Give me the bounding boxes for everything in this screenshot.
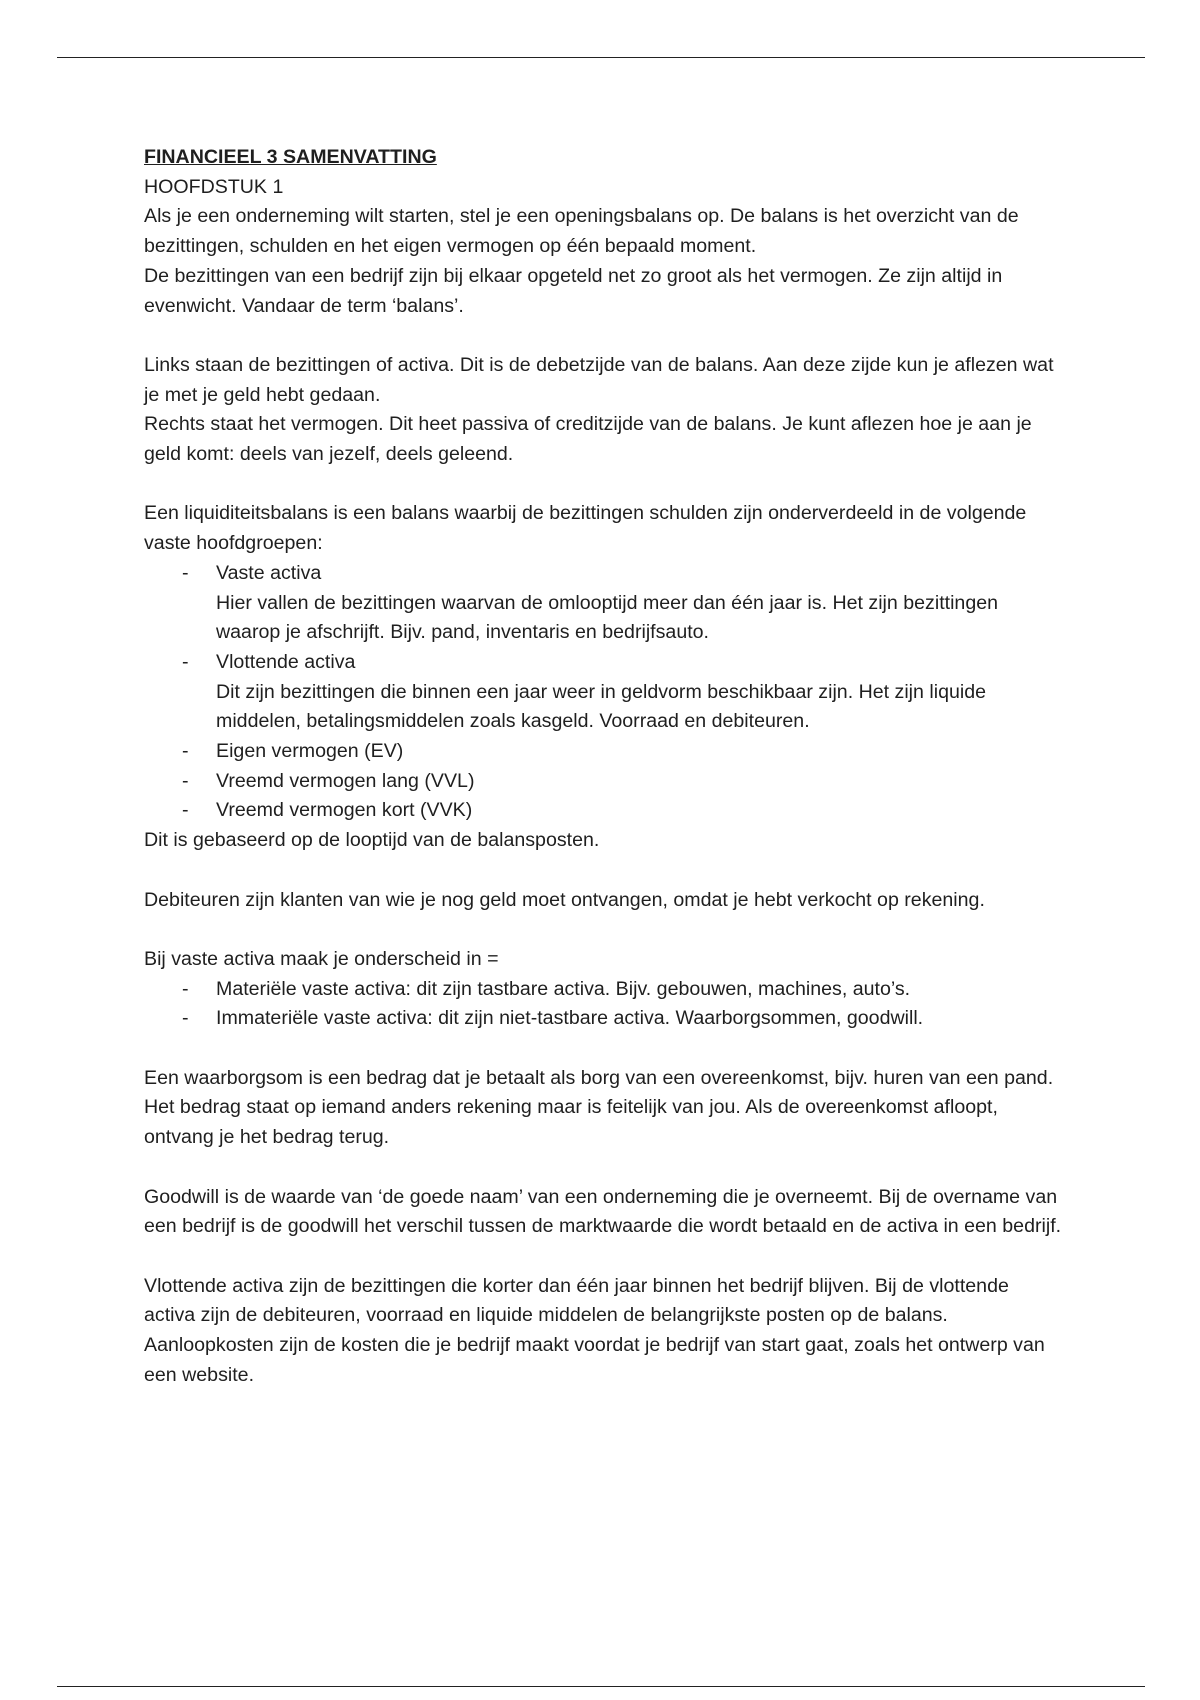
list-item: - Immateriële vaste activa: dit zijn niet-tastbare activa. Waarborgsommen, goodwill. bbox=[144, 1004, 1064, 1034]
footer-rule bbox=[57, 1686, 1145, 1687]
spacer bbox=[144, 856, 1064, 886]
list-item bbox=[144, 648, 1064, 737]
paragraph-waarborgsom: Een waarborgsom is een bedrag dat je betaalt als borg van een overeenkomst, bijv. huren van een pand. Het bedrag staat op iemand anders rekening maar is feitelijk van jou. Als de overeenkomst afloopt, ontvang je het bedrag terug. bbox=[144, 1066, 1054, 1149]
list-item bbox=[144, 796, 1064, 826]
paragraph-passiva: Rechts staat het vermogen. Dit heet passiva of creditzijde van de balans. Je kunt aflezen hoe je aan je geld komt: deels van jezelf, deels geleend. bbox=[144, 413, 1032, 466]
paragraph-looptijd: Dit is gebaseerd op de looptijd van de balansposten. bbox=[144, 829, 600, 852]
list-item bbox=[144, 559, 1064, 648]
spacer bbox=[144, 1242, 1064, 1272]
paragraph-openingsbalans: Als je een onderneming wilt starten, stel je een openingsbalans op. De balans is het overzicht van de bezittingen, schulden en het eigen vermogen op één bepaald moment. bbox=[144, 205, 1019, 258]
list-item bbox=[144, 767, 1064, 797]
document-title: FINANCIEEL 3 SAMENVATTING bbox=[144, 146, 437, 168]
paragraph-vaste-activa: Bij vaste activa maak je onderscheid in = bbox=[144, 947, 499, 970]
list-item bbox=[144, 737, 1064, 767]
paragraph-debiteuren: Debiteuren zijn klanten van wie je nog geld moet ontvangen, omdat je hebt verkocht op rekening. bbox=[144, 888, 985, 911]
paragraph-activa: Links staan de bezittingen of activa. Dit is de debetzijde van de balans. Aan deze zijde kun je aflezen wat je met je geld hebt gedaan. bbox=[144, 353, 1054, 406]
spacer bbox=[144, 915, 1064, 945]
list-item-label: - Eigen vermogen (EV) bbox=[216, 740, 404, 763]
spacer bbox=[144, 321, 1064, 351]
spacer bbox=[144, 1153, 1064, 1183]
list-item-label: - Vlottende activa bbox=[216, 650, 356, 673]
paragraph-goodwill: Goodwill is de waarde van ‘de goede naam’ van een onderneming die je overneemt. Bij de overname van een bedrijf is de goodwill het verschil tussen de marktwaarde die wordt betaald en de activa in een bedrijf. bbox=[144, 1185, 1062, 1238]
vaste-activa-list bbox=[144, 975, 1064, 1034]
list-item: - Materiële vaste activa: dit zijn tastbare activa. Bijv. gebouwen, machines, auto’s. bbox=[144, 975, 1064, 1005]
list-item-label: - Vreemd vermogen lang (VVL) bbox=[216, 769, 475, 792]
chapter-heading: HOOFDSTUK 1 bbox=[144, 175, 284, 198]
spacer bbox=[144, 1034, 1064, 1064]
document-body bbox=[144, 143, 1064, 1390]
list-item-detail: Dit zijn bezittingen die binnen een jaar weer in geldvorm beschikbaar zijn. Het zijn liquide middelen, betalingsmiddelen zoals kasgeld. Voorraad en debiteuren. bbox=[216, 680, 987, 733]
list-item-detail: Hier vallen de bezittingen waarvan de omlooptijd meer dan één jaar is. Het zijn bezittingen waarop je afschrijft. Bijv. pand, inventaris en bedrijfsauto. bbox=[216, 591, 999, 644]
hoofdgroepen-list bbox=[144, 559, 1064, 826]
paragraph-aanloopkosten: Aanloopkosten zijn de kosten die je bedrijf maakt voordat je bedrijf van start gaat, zoals het ontwerp van een website. bbox=[144, 1334, 1045, 1386]
paragraph-liquiditeitsbalans: Een liquiditeitsbalans is een balans waarbij de bezittingen schulden zijn onderverdeeld in de volgende vaste hoofdgroepen: bbox=[144, 502, 1027, 555]
header-rule bbox=[57, 57, 1145, 58]
list-item-label: - Vreemd vermogen kort (VVK) bbox=[216, 799, 473, 822]
spacer bbox=[144, 470, 1064, 500]
list-item-label: - Vaste activa bbox=[216, 561, 322, 584]
paragraph-vlottende-activa: Vlottende activa zijn de bezittingen die korter dan één jaar binnen het bedrijf blijven. Bij de vlottende activa zijn de debiteuren, voorraad en liquide middelen de belangrijkste posten op de balans. bbox=[144, 1274, 1009, 1327]
paragraph-evenwicht: De bezittingen van een bedrijf zijn bij elkaar opgeteld net zo groot als het vermogen. Ze zijn altijd in evenwicht. Vandaar de term ‘balans’. bbox=[144, 264, 1003, 317]
